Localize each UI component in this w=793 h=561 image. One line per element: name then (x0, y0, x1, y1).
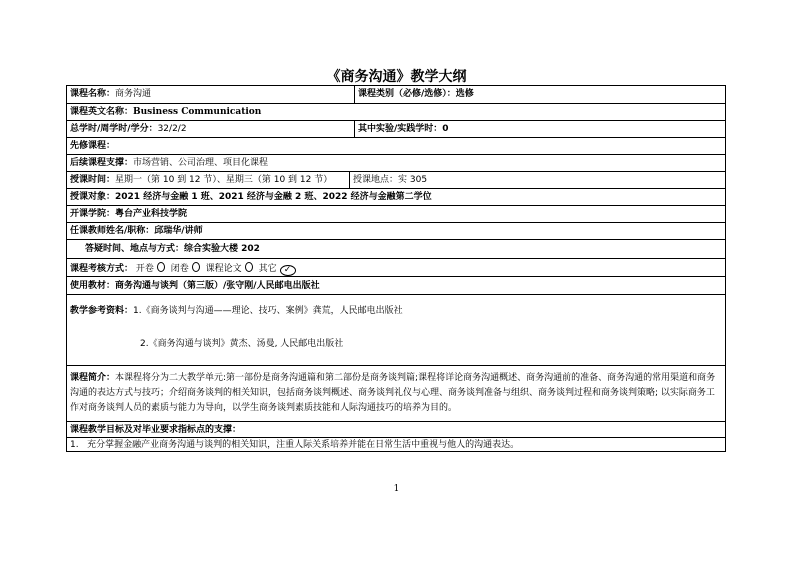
course-name-value: 商务沟通 (115, 89, 152, 99)
row-hours (67, 120, 725, 137)
row-assessment (67, 258, 725, 276)
english-name-value: Business Communication (133, 107, 262, 117)
teacher-value: 邱瑞华/讲师 (154, 226, 203, 236)
qa-value: 综合实验大楼 202 (184, 244, 260, 254)
option-open-book: 开卷 (135, 264, 154, 274)
lab-hours-label: 其中实验/实践学时： (358, 124, 443, 134)
time-value: 星期一（第 10 到 12 节）、星期三（第 10 到 12 节） (115, 175, 333, 185)
college-label: 开课学院： (70, 209, 116, 219)
references-label: 教学参考资料： (70, 306, 134, 316)
row-qa (67, 239, 725, 258)
assessment-label: 课程考核方式： (70, 264, 134, 274)
followup-label: 后续课程支撑： (70, 158, 134, 168)
row-audience (67, 188, 725, 205)
check-icon: ✓ (283, 265, 292, 275)
reference-item: 2.《商务沟通与谈判》黄杰、汤曼, 人民邮电出版社 (140, 339, 344, 349)
row-time (67, 171, 725, 188)
radio-other-checked[interactable] (280, 265, 296, 276)
row-prerequisite (67, 137, 725, 154)
page-number: 1 (393, 484, 400, 494)
followup-value: 市场营销、公司治理、项目化课程 (133, 158, 269, 168)
radio-course-paper[interactable] (245, 262, 253, 272)
intro-label: 课程简介： (70, 373, 116, 383)
row-goals-item (67, 437, 725, 451)
course-type-value: 选修 (455, 89, 474, 99)
document-title: 《商务沟通》教学大纲 (326, 69, 467, 85)
syllabus-table (66, 85, 726, 452)
college-value: 粤台产业科技学院 (115, 209, 188, 219)
radio-closed-book[interactable] (192, 262, 200, 272)
goals-label: 课程教学目标及对毕业要求指标点的支撑： (70, 425, 242, 435)
textbook-label: 使用教材： (70, 281, 116, 291)
location-value: 实 305 (398, 175, 428, 185)
course-name-label: 课程名称： (70, 89, 116, 99)
location-label: 授课地点： (353, 175, 399, 185)
qa-label: 答疑时间、地点与方式： (85, 244, 185, 254)
reference-item: 1.《商务谈判与沟通——理论、技巧、案例》龚荒，人民邮电出版社 (133, 306, 403, 316)
goal-item: 1. 充分掌握金融产业商务沟通与谈判的相关知识，注重人际关系培养并能在日常生活中重视与他人的沟通表达。 (70, 440, 520, 450)
intro-text: 本课程将分为二大教学单元:第一部份是商务沟通篇和第二部份是商务谈判篇;课程将详论商务沟通概述、商务沟通前的准备、商务沟通的常用渠道和商务沟通的表达方式与技巧；介绍商务谈判的相关知识，包括商务谈判概述、商务谈判礼仪与心理、商务谈判准备与组织、商务谈判过程和商务谈判策略; 以实际商务工作对商务谈判人员的素质与能力为导向，以学生商务谈判素质技能和人际沟通技巧的培养为目的。 (70, 373, 716, 413)
audience-label: 授课对象： (70, 192, 116, 202)
row-textbook (67, 276, 725, 294)
textbook-value: 商务沟通与谈判（第三版）/张守刚/人民邮电出版社 (115, 281, 320, 291)
row-teacher (67, 222, 725, 239)
hours-value: 32/2/2 (157, 124, 187, 134)
english-name-label: 课程英文名称： (70, 107, 134, 117)
time-label: 授课时间： (70, 175, 116, 185)
option-course-paper: 课程论文 (205, 264, 242, 274)
audience-value: 2021 经济与金融 1 班、2021 经济与金融 2 班、2022 经济与金融第二学位 (115, 192, 432, 202)
row-references (67, 294, 725, 365)
row-college (67, 205, 725, 222)
hours-label: 总学时/周学时/学分： (70, 124, 158, 134)
row-followup (67, 154, 725, 171)
row-intro (67, 365, 725, 421)
row-course-name (67, 86, 725, 103)
prereq-label: 先修课程： (70, 141, 116, 151)
lab-hours-value: 0 (442, 124, 449, 134)
radio-open-book[interactable] (157, 262, 165, 272)
course-type-label: 课程类别（必修/选修）： (358, 89, 456, 99)
option-other: 其它 (258, 264, 277, 274)
teacher-label: 任课教师姓名/职称： (70, 226, 155, 236)
option-closed-book: 闭卷 (170, 264, 189, 274)
row-english-name (67, 103, 725, 120)
row-goals-header (67, 421, 725, 437)
